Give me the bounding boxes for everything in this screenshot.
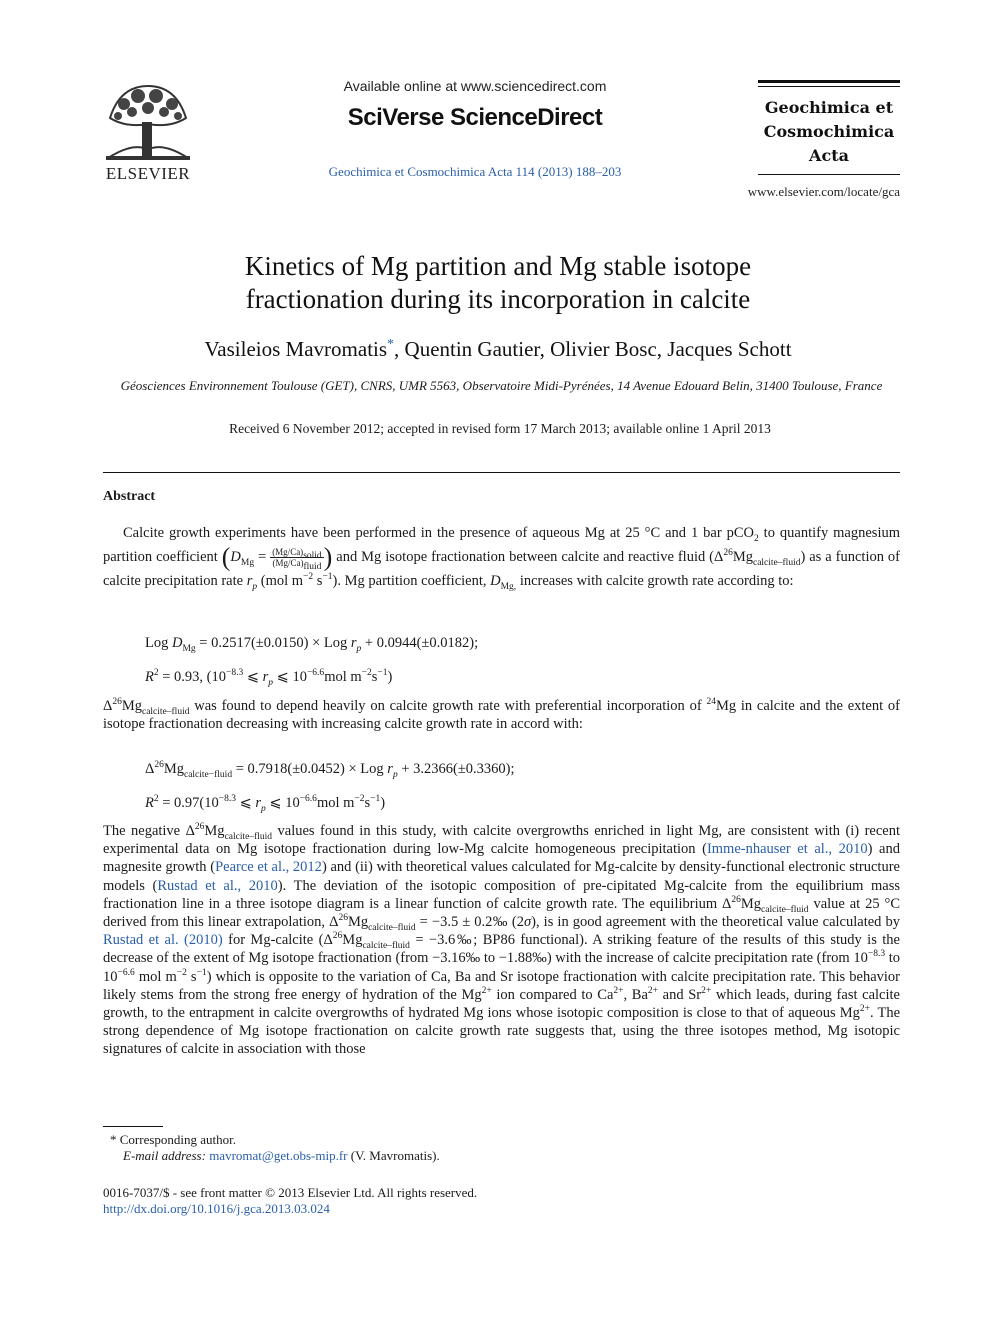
- ref-rustad-link-2[interactable]: Rustad et al. (2010): [103, 932, 223, 949]
- abstract-paragraph-1: Calcite growth experiments have been performed in the presence of aqueous Mg at 25 °C and 1 bar pCO$_2$ to quantify magnesium partition coefficient ($D_{Mg}$ = $\frac{(Mg/Ca)_{solid}}{(Mg/Ca)_{fluid}}$ ) and Mg isotope fractionation between calcite and reactive fluid $(\Delta^{26}Mg_{calcite-fluid})$ as a function of calcite precipitation rate $r_p$ (mol $m^{-2}$ $s^{-1}$). Mg partition coefficient, $D_{Mg,}$ increases with calcite growth rate according to:: [103, 525, 900, 592]
- affiliation: Géosciences Environnement Toulouse (GET), CNRS, UMR 5563, Observatoire Midi-Pyrénées, 14 Avenue Edouard Belin, 31400 Toulouse, France: [120, 378, 883, 393]
- ref-pearce-link[interactable]: Pearce et al., 2012: [215, 859, 322, 876]
- email-suffix: (V. Mavromatis).: [350, 1148, 440, 1163]
- publisher-name: ELSEVIER: [105, 164, 191, 183]
- journal-rule-top-thin: [758, 86, 900, 87]
- email-link[interactable]: mavromat@get.obs-mip.fr: [209, 1148, 348, 1163]
- platform-name: SciVerse ScienceDirect: [347, 104, 603, 131]
- corresponding-author-note: * Corresponding author.: [110, 1132, 237, 1147]
- journal-rule-top: [758, 80, 900, 83]
- title-line1: Kinetics of Mg partition and Mg stable isotope: [244, 251, 752, 281]
- available-online-text: Available online at www.sciencedirect.com: [343, 78, 607, 94]
- citation-link[interactable]: Geochimica et Cosmochimica Acta 114 (2013) 188–203: [328, 164, 622, 179]
- article-dates: Received 6 November 2012; accepted in revised form 17 March 2013; available online 1 April 2013: [229, 421, 771, 436]
- equation-1-fit: $R^2 = 0.93$, ($10^{-8.3}$ ⩽ $r_p$ ⩽ $10^{-6.6}mol$ $m^{-2}s^{-1}$): [145, 668, 393, 688]
- email-line: [123, 1148, 440, 1164]
- section-rule: [103, 472, 900, 473]
- authors-rest: , Quentin Gautier, Olivier Bosc, Jacques Schott: [394, 337, 792, 361]
- abstract-paragraph-3: The negative $\Delta^{26}Mg_{calcite-fluid}$ values found in this study, with calcite overgrowths enriched in light Mg, are consistent with (i) recent experimental data on Mg isotope fractionation during low-Mg calcite homogeneous precipitation (Imme-nhauser et al., 2010) and magnesite growth (Pearce et al., 2012) and (ii) with theoretical values calculated for Mg-calcite by density-functional electronic structure models (Rustad et al., 2010). The deviation of the isotopic composition of pre-cipitated Mg-calcite from the equilibrium mass fractionation line in a three isotope diagram is a linear function of calcite growth rate. The equilibrium $\Delta^{26}Mg_{calcite-fluid}$ value at 25 °C derived from this linear extrapolation, $\Delta^{26}Mg_{calcite-fluid} = -3.5$ ± 0.2‰ (2σ), is in good agreement with the theoretical value calculated by Rustad et al. (2010) for Mg-calcite ($\Delta^{26}Mg_{calcite-fluid}$ = −3.6‰; BP86 functional). A striking feature of the results of this study is the decrease of the extent of Mg isotope fractionation (from −3.16‰ to −1.88‰) with the increase of calcite precipitation rate (from $10^{-8.3}$ to $10^{-6.6}$ mol $m^{-2}$ $s^{-1}$) which is opposite to the variation of Ca, Ba and Sr isotope fractionation with calcite precipitation rate. This behavior likely stems from the strong free energy of hydration of the $Mg^{2+}$ ion compared to $Ca^{2+}$, $Ba^{2+}$ and $Sr^{2+}$ which leads, during fast calcite growth, to the entrapment in calcite overgrowths of hydrated Mg ions whose isotopic composition is close to that of aqueous $Mg^{2+}$. The strong dependence of Mg isotope fractionation on calcite growth rate suggests that, using the three isotopes method, Mg isotopic signatures of calcite in association with those: [103, 822, 901, 1058]
- equation-1: Log $D_{Mg} = 0.2517(\pm 0.0150)$ × Log $r_p + 0.0944(\pm 0.0182)$;: [145, 635, 479, 654]
- paper-title: [100, 250, 896, 316]
- journal-url-link[interactable]: www.elsevier.com/locate/gca: [747, 184, 900, 199]
- authors: [100, 337, 896, 362]
- corresponding-marker[interactable]: *: [387, 337, 395, 352]
- author-first: Vasileios Mavromatis: [204, 337, 388, 361]
- ref-rustad-link[interactable]: Rustad et al., 2010: [157, 877, 278, 894]
- journal-name: [748, 96, 910, 168]
- abstract-paragraph-2: $\Delta^{26}Mg_{calcite-fluid}$ was found to depend heavily on calcite growth rate with preferential incorporation of $^{24}$Mg in calcite and the extent of isotope fractionation decreasing with increasing calcite growth rate in accord with:: [103, 697, 900, 733]
- journal-name-line1: Geochimica et: [764, 98, 894, 117]
- journal-name-line3: Acta: [809, 146, 849, 165]
- journal-rule-bottom: [758, 174, 900, 175]
- footnote-rule: [103, 1126, 163, 1127]
- email-label: E-mail address:: [123, 1148, 206, 1163]
- equation-2-fit: $R^2 = 0.97(10^{-8.3}$ ⩽ $r_p$ ⩽ $10^{-6.6}mol$ $m^{-2}s^{-1}$): [145, 794, 386, 814]
- title-line2: fractionation during its incorporation in calcite: [245, 284, 751, 314]
- equation-2: $\Delta^{26}Mg_{calcite-fluid} = 0.7918(\pm 0.0452)$ × Log $r_p + 3.2366(\pm 0.3360)$;: [145, 760, 515, 780]
- journal-name-line2: Cosmochimica: [763, 122, 895, 141]
- doi-link[interactable]: http://dx.doi.org/10.1016/j.gca.2013.03.024: [103, 1201, 330, 1216]
- copyright-line: 0016-7037/$ - see front matter © 2013 Elsevier Ltd. All rights reserved.: [103, 1185, 478, 1200]
- ref-immenhauser-link[interactable]: Imme-nhauser et al., 2010: [706, 841, 868, 858]
- abstract-heading: Abstract: [103, 489, 156, 504]
